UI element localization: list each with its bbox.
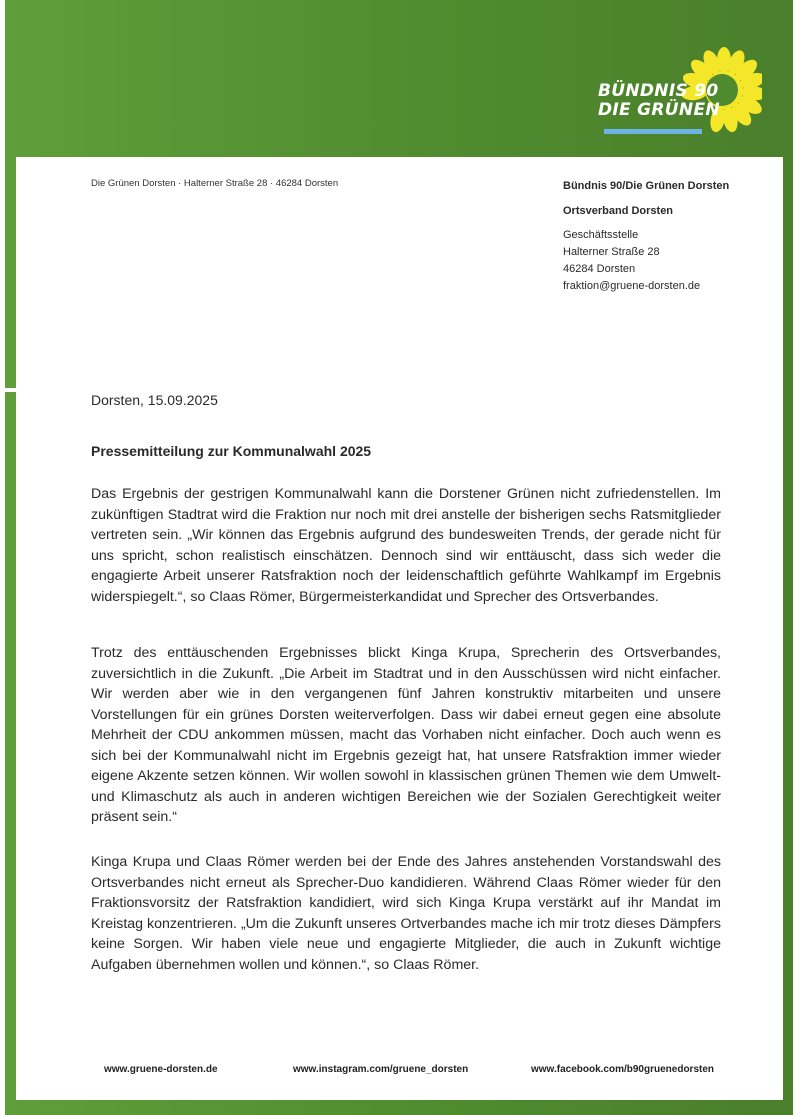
logo-line-1: BÜNDNIS 90 [598,81,719,101]
party-logo [590,46,790,136]
unit-name: Ortsverband Dorsten [563,205,674,217]
city-address: 46284 Dorsten [563,263,636,275]
logo-underline-bar [604,129,702,134]
logo-wordmark [598,82,720,120]
logo-line-2: DIE GRÜNEN [598,100,720,120]
letter-subject: Pressemitteilung zur Kommunalwahl 2025 [91,443,372,459]
letter-date: Dorsten, 15.09.2025 [91,392,218,408]
website-link[interactable]: www.gruene-dorsten.de [104,1064,218,1075]
sender-return-address: Die Grünen Dorsten · Halterner Straße 28 · 46284 Dorsten [91,178,339,189]
body-paragraph-1: Das Ergebnis der gestrigen Kommunalwahl kann die Dorstener Grünen nicht zufriedenstellen. Im zukünftigen Stadtrat wird die Fraktion nur noch mit drei anstelle der bisherigen sechs Ratsmitglieder vertreten sein. „Wir können das Ergebnis aufgrund des bundesweiten Trends, der gerade nicht für uns spricht, schon realistisch einschätzen. Dennoch sind wir enttäuscht, dass sich weder die engagierte Arbeit unserer Ratsfraktion noch der leidenschaftlich geführte Wahlkampf im Ergebnis widerspiegelt.“, so Claas Römer, Bürgermeisterkandidat und Sprecher des Ortsverbandes. [91,486,721,605]
organization-name: Bündnis 90/Die Grünen Dorsten [563,180,730,192]
body-paragraph-3: Kinga Krupa und Claas Römer werden bei der Ende des Jahres anstehenden Vorstandswahl des Ortsverbandes nicht erneut als Sprecher-Duo kandidieren. Während Claas Römer wieder für den Fraktionsvorsitz der Ratsfraktion kandidiert, wird sich Kinga Krupa verstärkt auf ihr Mandat im Kreistag konzentrieren. „Um die Zukunft unseres Ortverbandes mache ich mir trotz dieses Dämpfers keine Sorgen. Wir haben viele neue und engagierte Mitglieder, die auch in Zukunft wichtige Aufgaben übernehmen wollen und können.“, so Claas Römer. [91,854,721,973]
instagram-link[interactable]: www.instagram.com/gruene_dorsten [293,1064,469,1075]
facebook-link[interactable]: www.facebook.com/b90gruenedorsten [531,1064,715,1075]
email-address[interactable]: fraktion@gruene-dorsten.de [563,280,701,292]
frame-fold-mark [5,388,16,392]
body-paragraph-2: Trotz des enttäuschenden Ergebnisses blickt Kinga Krupa, Sprecherin des Ortsverbandes, zuversichtlich in die Zukunft. „Die Arbeit im Stadtrat und in den Ausschüssen wird nicht einfacher. Wir werden aber wie in den vergangenen fünf Jahren konstruktiv mitarbeiten und unsere Vorstellungen für ein grünes Dorsten weiterverfolgen. Dass wir dabei erneut gegen eine absolute Mehrheit der CDU ankommen müssen, macht das Vorhaben nicht einfacher. Doch auch wenn es sich bei der Kommunalwahl nicht im Ergebnis gezeigt hat, hat unsere Ratsfraktion immer wieder eigene Akzente setzen können. Wir wollen sowohl in klassischen grünen Themen wie dem Umwelt- und Klimaschutz als auch in anderen wichtigen Bereichen wie der Sozialen Gerechtigkeit weiter präsent sein.“ [91,645,721,825]
office-label: Geschäftsstelle [563,229,639,241]
letterhead-address [563,178,729,295]
street-address: Halterner Straße 28 [563,246,660,258]
